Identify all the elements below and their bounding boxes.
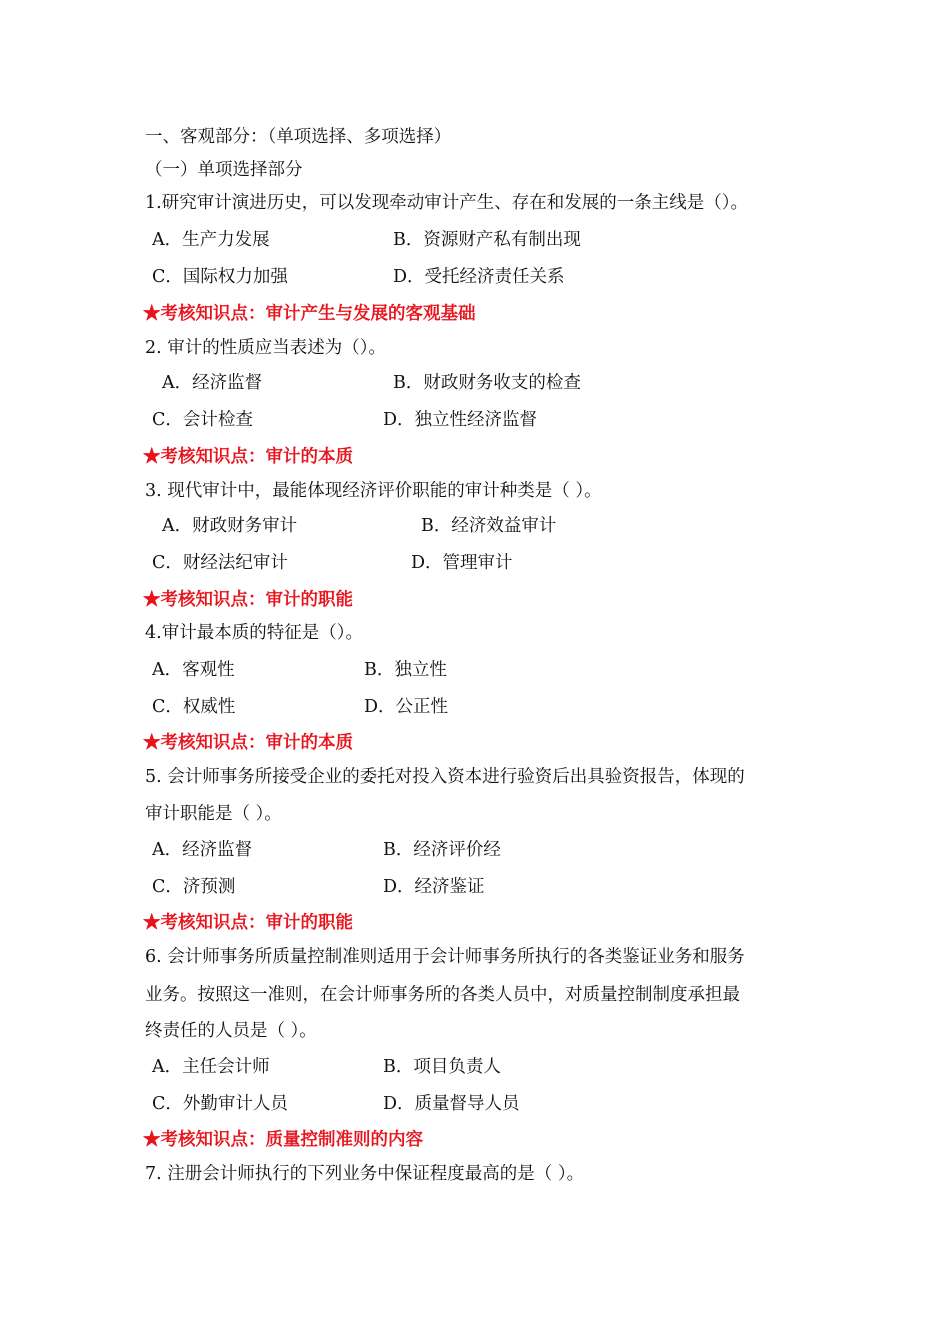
question-5-option-a: A．经济监督 <box>152 840 253 860</box>
knowledge-point-value: 质量控制准则的内容 <box>265 1130 423 1150</box>
question-7-text: 7. 注册会计师执行的下列业务中保证程度最高的是（ ）。 <box>145 1164 585 1184</box>
subsection-heading: （一）单项选择部分 <box>145 160 303 180</box>
question-1-knowledge-point <box>143 303 476 325</box>
question-5-option-d: D．经济鉴证 <box>383 877 485 897</box>
question-2-option-d: D．独立性经济监督 <box>383 410 538 430</box>
question-5-text-line-2: 审计职能是（ ）。 <box>145 804 282 824</box>
question-5-knowledge-point <box>143 912 353 934</box>
question-6-text-line-3: 终责任的人员是（ ）。 <box>145 1021 317 1041</box>
knowledge-point-value: 审计的职能 <box>265 590 353 610</box>
knowledge-point-value: 审计的职能 <box>265 913 353 933</box>
question-1-option-d: D．受托经济责任关系 <box>393 267 565 287</box>
knowledge-point-label: ★考核知识点： <box>143 913 266 933</box>
question-2-option-b: B．财政财务收支的检查 <box>393 373 581 393</box>
question-5-text-line-1: 5. 会计师事务所接受企业的委托对投入资本进行验资后出具验资报告，体现的 <box>145 767 745 787</box>
question-3-option-a: A．财政财务审计 <box>162 516 298 536</box>
question-1-option-c: C．国际权力加强 <box>152 267 288 287</box>
question-6-knowledge-point <box>143 1129 423 1151</box>
question-2-text: 2. 审计的性质应当表述为（）。 <box>145 338 387 358</box>
knowledge-point-label: ★考核知识点： <box>143 447 266 467</box>
question-6-option-c: C．外勤审计人员 <box>152 1094 288 1114</box>
question-6-text-line-1: 6. 会计师事务所质量控制准则适用于会计师事务所执行的各类鉴证业务和服务 <box>145 947 745 967</box>
question-1-option-b: B．资源财产私有制出现 <box>393 230 581 250</box>
knowledge-point-value: 审计的本质 <box>265 447 353 467</box>
knowledge-point-value: 审计的本质 <box>265 733 353 753</box>
question-4-option-b: B．独立性 <box>364 660 447 680</box>
question-6-text-line-2: 业务。按照这一准则，在会计师事务所的各类人员中，对质量控制制度承担最 <box>145 985 740 1005</box>
question-4-option-c: C．权威性 <box>152 697 236 717</box>
question-4-option-d: D．公正性 <box>364 697 449 717</box>
question-6-option-b: B．项目负责人 <box>383 1057 501 1077</box>
question-1-option-a: A．生产力发展 <box>152 230 270 250</box>
question-1-text: 1.研究审计演进历史，可以发现牵动审计产生、存在和发展的一条主线是（）。 <box>145 193 748 213</box>
knowledge-point-label: ★考核知识点： <box>143 590 266 610</box>
question-3-option-b: B．经济效益审计 <box>421 516 557 536</box>
knowledge-point-label: ★考核知识点： <box>143 733 266 753</box>
question-3-knowledge-point <box>143 589 353 611</box>
question-3-option-d: D．管理审计 <box>411 553 513 573</box>
question-5-option-c: C．济预测 <box>152 877 236 897</box>
knowledge-point-value: 审计产生与发展的客观基础 <box>265 304 476 324</box>
knowledge-point-label: ★考核知识点： <box>143 304 266 324</box>
knowledge-point-label: ★考核知识点： <box>143 1130 266 1150</box>
question-4-option-a: A．客观性 <box>152 660 235 680</box>
question-3-option-c: C．财经法纪审计 <box>152 553 288 573</box>
question-6-option-d: D．质量督导人员 <box>383 1094 520 1114</box>
question-2-knowledge-point <box>143 446 353 468</box>
question-6-option-a: A．主任会计师 <box>152 1057 270 1077</box>
question-5-option-b: B．经济评价经 <box>383 840 501 860</box>
question-4-knowledge-point <box>143 732 353 754</box>
question-2-option-a: A．经济监督 <box>162 373 263 393</box>
question-3-text: 3. 现代审计中，最能体现经济评价职能的审计种类是（ ）。 <box>145 481 602 501</box>
question-4-text: 4.审计最本质的特征是（）。 <box>145 623 363 643</box>
section-heading: 一、客观部分：（单项选择、多项选择） <box>145 127 452 147</box>
question-2-option-c: C．会计检查 <box>152 410 253 430</box>
